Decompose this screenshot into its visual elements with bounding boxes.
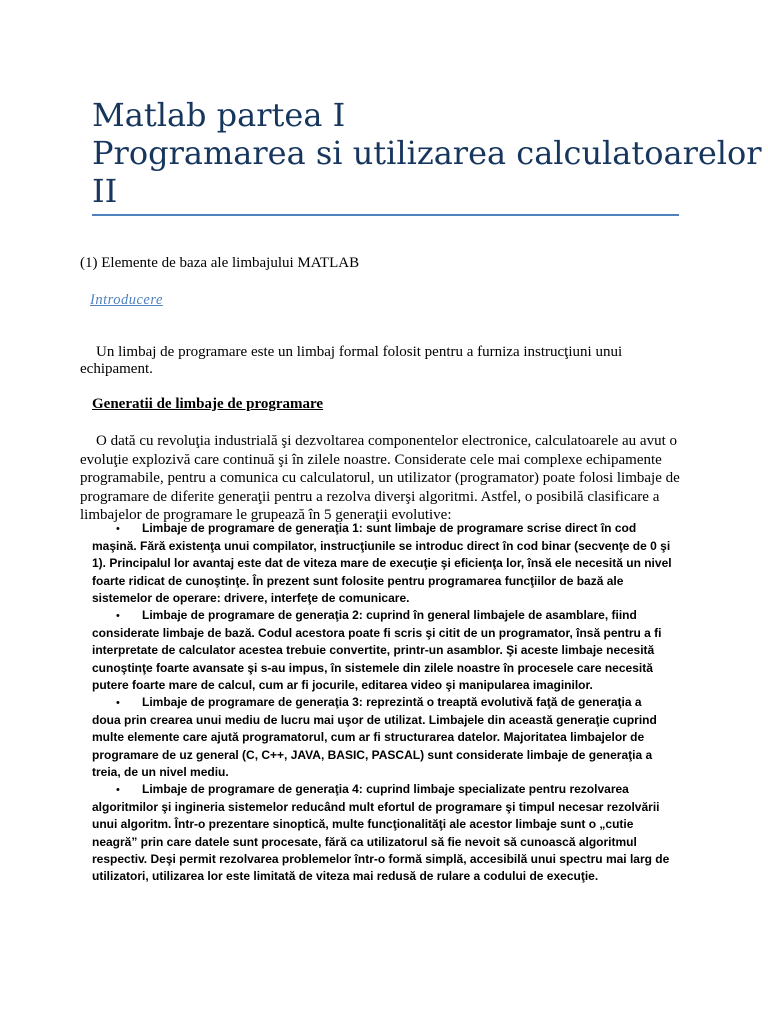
generations-heading: Generatii de limbaje de programare xyxy=(92,396,324,412)
list-item xyxy=(92,781,672,885)
generations-list xyxy=(92,520,672,885)
list-item-text: Limbaje de programare de generaţia 1: sunt limbaje de programare scrise direct în cod maşină. Fără existenţa unui compilator, instrucţiunile se introduc direct în cod binar (secvenţe de 0 şi 1). Principalul lor avantaj este dat de viteza mare de execuţie şi eficienţa lor, însă ele necesită un nivel foarte ridicat de cunoştinţe. În prezent sunt folosite pentru programarea funcţiilor de bază ale sistemelor de operare: drivere, interfeţe de comunicare. xyxy=(92,521,672,605)
list-item-text: Limbaje de programare de generaţia 4: cuprind limbaje specializate pentru rezolvarea algoritmilor şi ingineria sistemelor reducând mult efortul de programare şi timpul necesar rezolvării unui algoritm. Într-o prezentare sinoptică, multe funcţionalităţi ale acestor limbaje sunt o „cutie neagră” prin care datele sunt procesate, fără ca utilizatorul să fie nevoit să cunoască algoritmul respectiv. Deşi permit rezolvarea problemelor într-o formă simplă, accesibilă unui spectru mai larg de utilizatori, utilizarea lor este limitată de viteza mai redusă de rulare a codului de execuţie. xyxy=(92,782,670,884)
title-underline-rule xyxy=(92,214,679,216)
bullet-icon: • xyxy=(116,523,120,535)
list-item-text: Limbaje de programare de generaţia 3: reprezintă o treaptă evolutivă faţă de generaţia a doua prin crearea unui mediu de lucru mai uşor de utilizat. Limbajele din această generaţie cuprind multe elemente care ajută programatorul, cum ar fi structurarea datelor. Majoritatea limbajelor de programare de uz general (C, C++, JAVA, BASIC, PASCAL) sunt considerate limbaje de generaţia a treia, de un nivel mediu. xyxy=(92,695,657,779)
generations-paragraph xyxy=(80,432,692,525)
intro-paragraph xyxy=(80,344,680,378)
intro-paragraph-text: Un limbaj de programare este un limbaj formal folosit pentru a furniza instrucţiuni unui echipament. xyxy=(80,344,623,377)
document-title xyxy=(92,96,762,210)
list-item xyxy=(92,607,672,694)
section-heading: (1) Elemente de baza ale limbajului MATLAB xyxy=(80,255,360,271)
list-item-text: Limbaje de programare de generaţia 2: cuprind în general limbajele de asamblare, fiind considerate limbaje de bază. Codul acestora poate fi scris şi citit de un programator, însă pentru a fi interpretate de calculator acestea trebuie convertite, printr-un asamblor. Şi aceste limbaje necesită cunoştinţe foarte avansate şi s-au impus, în sistemele din zilele noastre în procesele care necesită putere foarte mare de calcul, cum ar fi jocurile, editarea video şi manipularea imaginilor. xyxy=(92,608,662,692)
introducere-link[interactable]: Introducere xyxy=(90,292,163,308)
title-line-2: Programarea si utilizarea calculatoarelor xyxy=(92,134,762,172)
list-item xyxy=(92,520,672,607)
generations-paragraph-text: O dată cu revoluţia industrială şi dezvoltarea componentelor electronice, calculatoarele au avut o evoluţie explozivă care continuă şi în zilele noastre. Considerate cele mai complexe echipamente programabile, pentru a comunica cu calculatorul, un utilizator (programator) poate folosi limbaje de programare de diferite generaţii pentru a rezolva diverşi algoritmi. Astfel, o posibilă clasificare a limbajelor de programare le grupează în 5 generaţii evolutive: xyxy=(80,433,680,523)
bullet-icon: • xyxy=(116,784,120,797)
title-line-3: II xyxy=(92,172,118,210)
bullet-icon: • xyxy=(116,697,120,710)
bullet-icon: • xyxy=(116,610,120,623)
list-item xyxy=(92,694,672,781)
title-line-1: Matlab partea I xyxy=(92,96,346,134)
